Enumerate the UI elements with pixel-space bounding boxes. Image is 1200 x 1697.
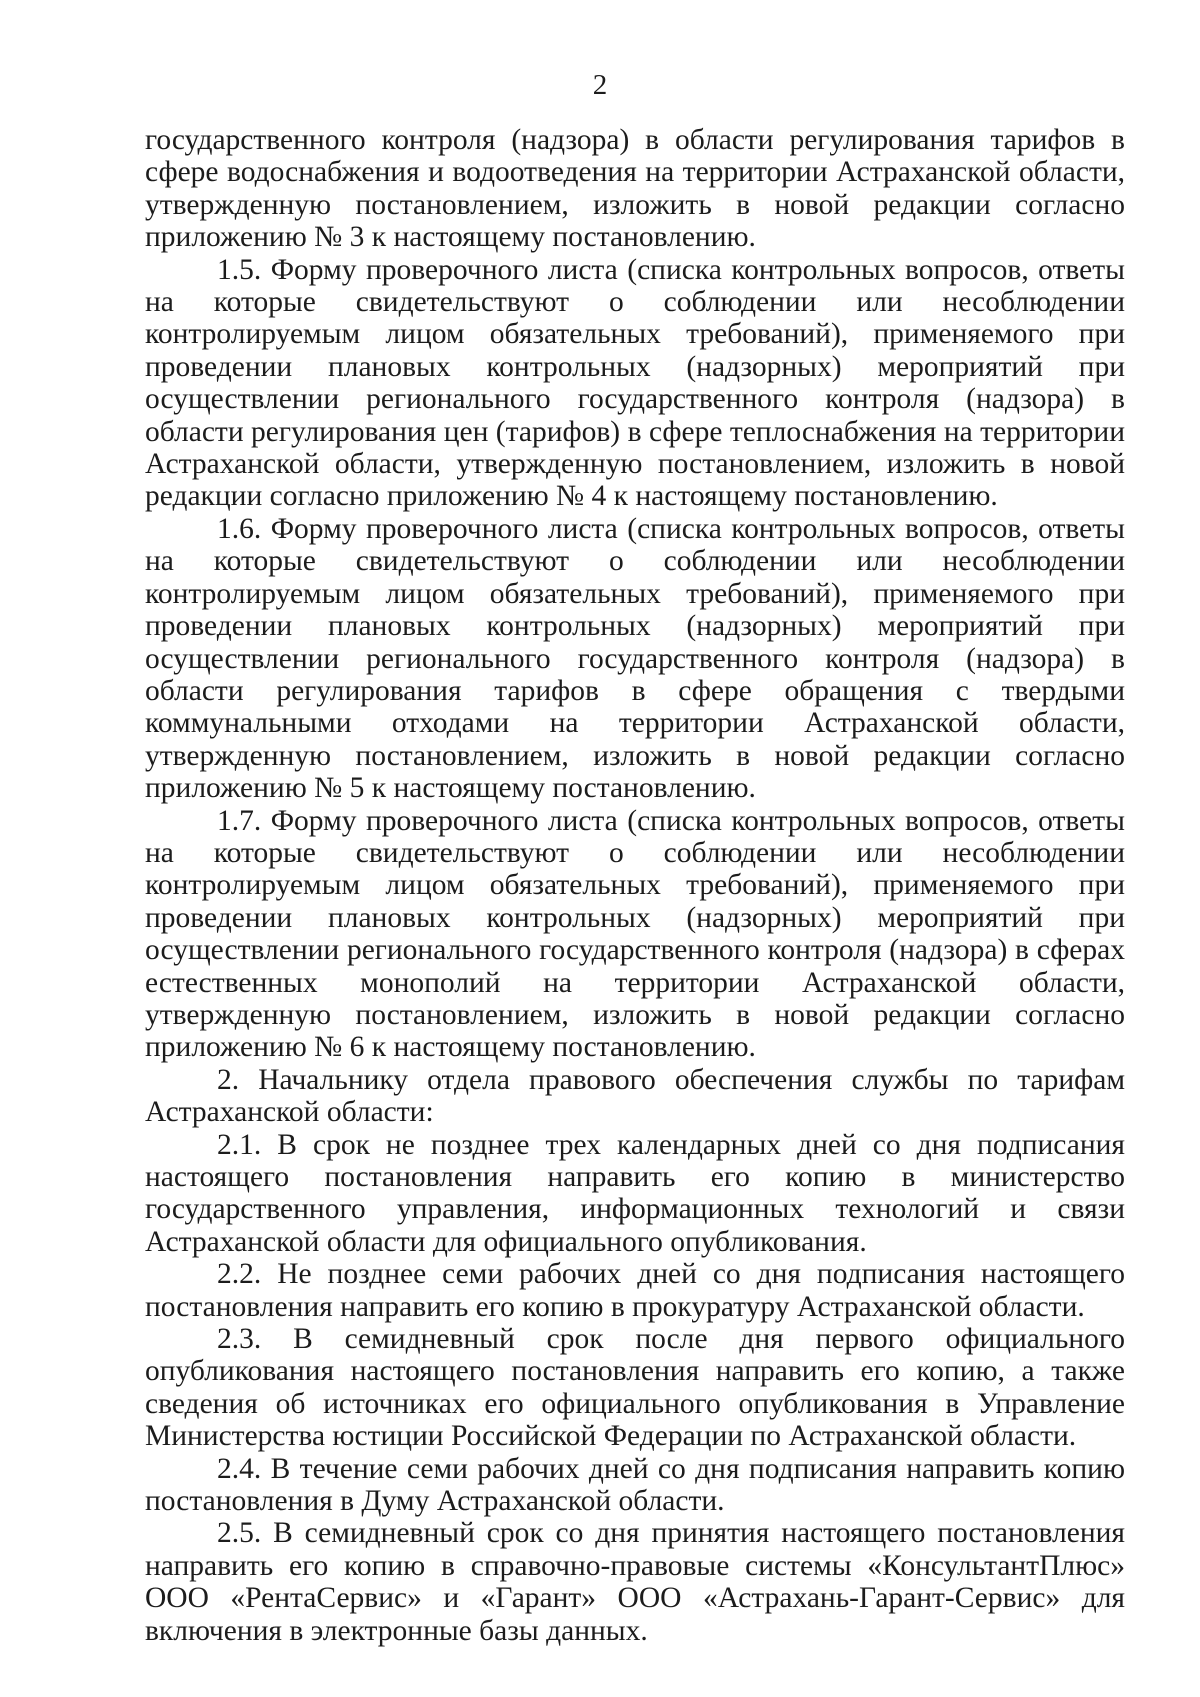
paragraph-1-7: 1.7. Форму проверочного листа (списка контрольных вопросов, ответы на которые свидетельствуют о соблюдении или несоблюдении контролируемым лицом обязательных требований), применяемого при проведении плановых контрольных (надзорных) мероприятий при осуществлении регионального государственного контроля (надзора) в сферах естественных монополий на территории Астраханской области, утвержденную постановлением, изложить в новой редакции согласно приложению № 6 к настоящему постановлению. (145, 804, 1125, 1064)
document-body (145, 124, 1125, 1647)
paragraph-1-5: 1.5. Форму проверочного листа (списка контрольных вопросов, ответы на которые свидетельствуют о соблюдении или несоблюдении контролируемым лицом обязательных требований), применяемого при проведении плановых контрольных (надзорных) мероприятий при осуществлении регионального государственного контроля (надзора) в области регулирования цен (тарифов) в сфере теплоснабжения на территории Астраханской области, утвержденную постановлением, изложить в новой редакции согласно приложению № 4 к настоящему постановлению. (145, 253, 1125, 513)
page-number: 2 (592, 69, 608, 101)
paragraph-2-3: 2.3. В семидневный срок после дня первого официального опубликования настоящего постановления направить его копию, а также сведения об источниках его официального опубликования в Управление Министерства юстиции Российской Федерации по Астраханской области. (145, 1323, 1125, 1453)
paragraph-1-6: 1.6. Форму проверочного листа (списка контрольных вопросов, ответы на которые свидетельствуют о соблюдении или несоблюдении контролируемым лицом обязательных требований), применяемого при проведении плановых контрольных (надзорных) мероприятий при осуществлении регионального государственного контроля (надзора) в области регулирования тарифов в сфере обращения с твердыми коммунальными отходами на территории Астраханской области, утвержденную постановлением, изложить в новой редакции согласно приложению № 5 к настоящему постановлению. (145, 512, 1125, 805)
paragraph-2-5: 2.5. В семидневный срок со дня принятия настоящего постановления направить его копию в справочно-правовые системы «КонсультантПлюс» ООО «РентаСервис» и «Гарант» ООО «Астрахань-Гарант-Сервис» для включения в электронные базы данных. (145, 1517, 1125, 1647)
paragraph-2-4: 2.4. В течение семи рабочих дней со дня подписания направить копию постановления в Думу Астраханской области. (145, 1452, 1125, 1518)
paragraph-2: 2. Начальнику отдела правового обеспечения службы по тарифам Астраханской области: (145, 1063, 1125, 1129)
paragraph-2-2: 2.2. Не позднее семи рабочих дней со дня подписания настоящего постановления направить его копию в прокуратуру Астраханской области. (145, 1258, 1125, 1323)
paragraph-continuation: государственного контроля (надзора) в области регулирования тарифов в сфере водоснабжения и водоотведения на территории Астраханской области, утвержденную постановлением, изложить в новой редакции согласно приложению № 3 к настоящему постановлению. (145, 124, 1125, 254)
paragraph-2-1: 2.1. В срок не позднее трех календарных дней со дня подписания настоящего постановления направить его копию в министерство государственного управления, информационных технологий и связи Астраханской области для официального опубликования. (145, 1128, 1125, 1258)
